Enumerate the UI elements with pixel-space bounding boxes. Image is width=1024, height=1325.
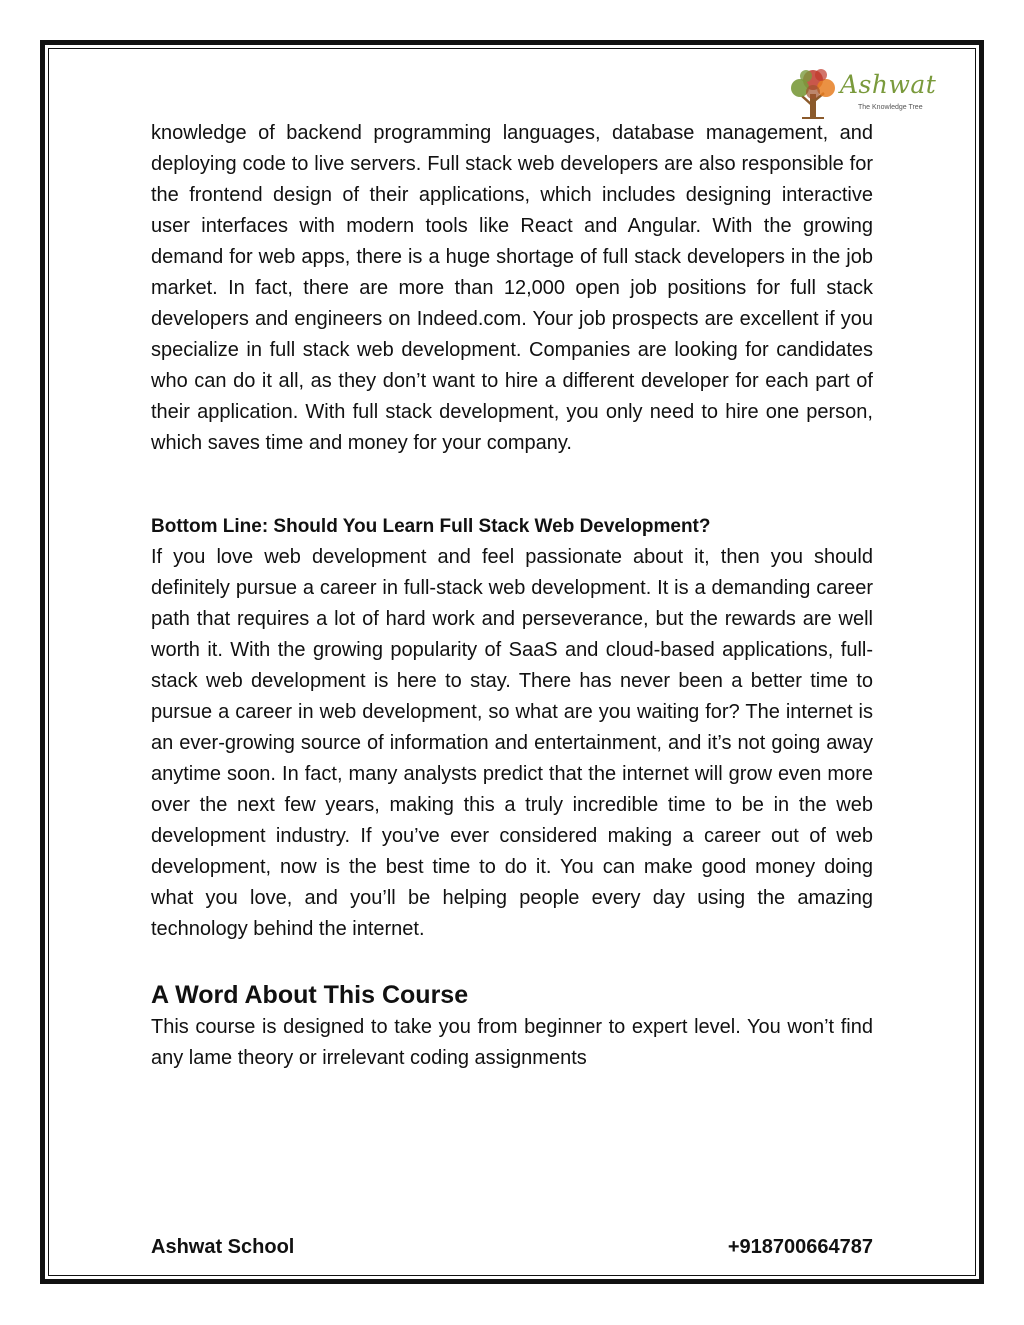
intro-paragraph: knowledge of backend programming languages, database management, and deploying code to live servers. Full stack web developers are also responsible for the frontend design of their applications, which includes designing interactive user interfaces with modern tools like React and Angular. With the growing demand for web apps, there is a huge shortage of full stack developers in the job market. In fact, there are more than 12,000 open job positions for full stack developers and engineers on Indeed.com. Your job prospects are excellent if you specialize in full stack web development. Companies are looking for candidates who can do it all, as they don’t want to hire a different developer for each part of their application. With full stack development, you only need to hire one person, which saves time and money for your company. <box>151 122 873 454</box>
bottom-line-heading: Bottom Line: Should You Learn Full Stack Web Development? <box>151 516 711 537</box>
bottom-line-paragraph: If you love web development and feel passionate about it, then you should definitely pursue a career in full-stack web development. It is a demanding career path that requires a lot of hard work and perseverance, but the rewards are well worth it. With the growing popularity of SaaS and cloud-based applications, full-stack web development is here to stay. There has never been a better time to pursue a career in web development, so what are you waiting for? The internet is an ever-growing source of information and entertainment, and it’s not going away anytime soon. In fact, many analysts predict that the internet will grow even more over the next few years, making this a truly incredible time to be in the web development industry. If you’ve ever considered making a career out of web development, now is the best time to do it. You can make good money doing what you love, and you’ll be helping people every day using the amazing technology behind the internet. <box>151 546 873 940</box>
footer-phone: +918700664787 <box>727 1236 873 1258</box>
logo-tagline: The Knowledge Tree <box>858 104 923 111</box>
footer-school-name: Ashwat School <box>151 1236 295 1258</box>
tree-icon <box>788 66 838 122</box>
page-footer <box>151 1236 873 1259</box>
page-content <box>151 118 873 1074</box>
course-paragraph: This course is designed to take you from beginner to expert level. You won’t find any lame theory or irrelevant coding assignments <box>151 1016 873 1069</box>
ashwat-logo <box>788 66 937 122</box>
course-heading: A Word About This Course <box>151 981 469 1009</box>
logo-wordmark: Ashwat <box>840 70 937 99</box>
